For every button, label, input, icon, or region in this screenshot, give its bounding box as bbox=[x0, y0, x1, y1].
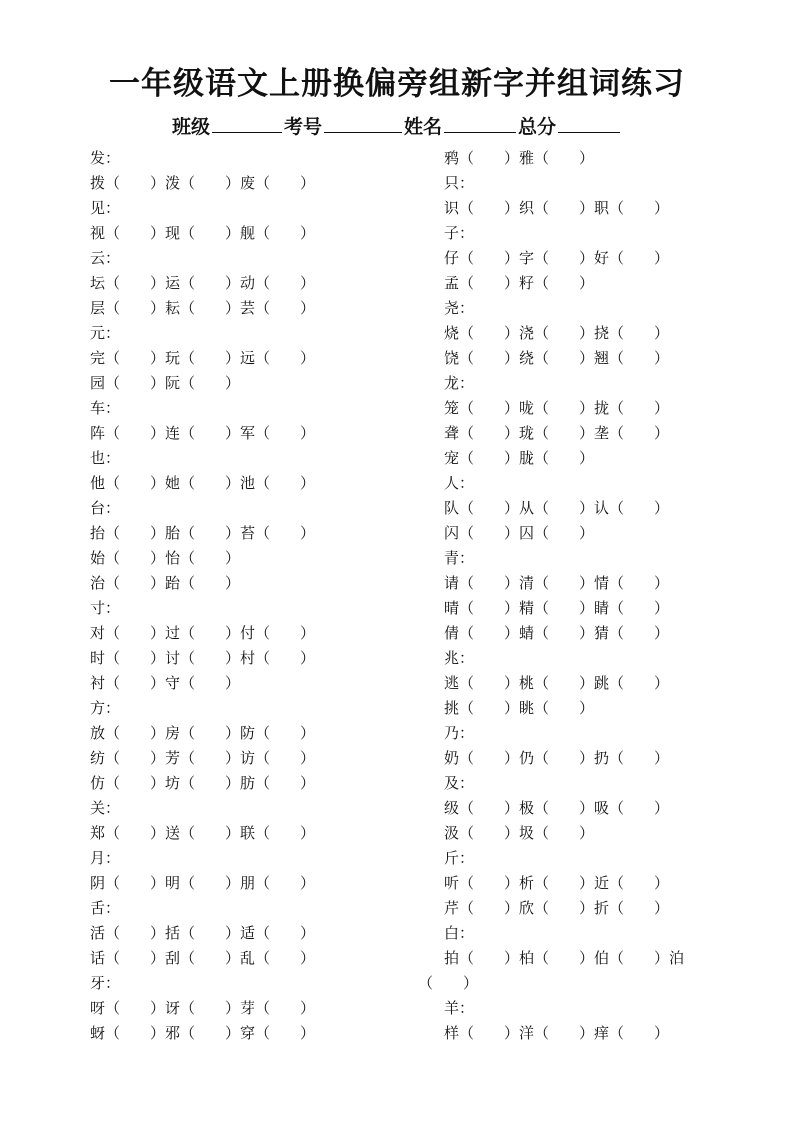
radical-stem-line: 人： bbox=[444, 474, 475, 492]
exercise-line[interactable]: 倩（ ）蜻（ ）猜（ ） bbox=[444, 624, 670, 642]
radical-stem-line: 也： bbox=[90, 449, 121, 467]
exercise-line[interactable]: 拍（ ）柏（ ）伯（ ）泊 bbox=[444, 949, 685, 967]
radical-stem-line: 云： bbox=[90, 249, 121, 267]
exercise-line[interactable]: 宠（ ）胧（ ） bbox=[444, 449, 595, 467]
radical-stem-line: 龙： bbox=[444, 374, 475, 392]
exercise-line[interactable]: 阵（ ）连（ ）军（ ） bbox=[90, 424, 316, 442]
radical-stem-line: 白： bbox=[444, 924, 475, 942]
radical-stem-line: 牙： bbox=[90, 974, 121, 992]
radical-stem-line: 兆： bbox=[444, 649, 475, 667]
exercise-line[interactable]: 饶（ ）绕（ ）翘（ ） bbox=[444, 349, 670, 367]
radical-stem-line: 方： bbox=[90, 699, 121, 717]
exercise-line[interactable]: 请（ ）清（ ）情（ ） bbox=[444, 574, 670, 592]
exam-no-label: 考号 bbox=[283, 116, 322, 138]
exercise-line[interactable]: 活（ ）括（ ）适（ ） bbox=[90, 924, 316, 942]
radical-stem-line: 羊： bbox=[444, 999, 475, 1017]
exercise-line[interactable]: 闪（ ）囚（ ） bbox=[444, 524, 595, 542]
radical-stem-line: 元： bbox=[90, 324, 121, 342]
exercise-line[interactable]: 识（ ）织（ ）职（ ） bbox=[444, 199, 670, 217]
exercise-line[interactable]: （ ） bbox=[418, 974, 479, 992]
exercise-line[interactable]: 烧（ ）浇（ ）挠（ ） bbox=[444, 324, 670, 342]
radical-stem-line: 发： bbox=[90, 149, 121, 167]
page-title: 一年级语文上册换偏旁组新字并组词练习 bbox=[109, 66, 685, 102]
exercise-line[interactable]: 孟（ ）籽（ ） bbox=[444, 274, 595, 292]
exercise-line[interactable]: 视（ ）现（ ）舰（ ） bbox=[90, 224, 316, 242]
radical-stem-line: 寸： bbox=[90, 599, 121, 617]
exercise-line[interactable]: 听（ ）析（ ）近（ ） bbox=[444, 874, 670, 892]
exercise-line[interactable]: 级（ ）极（ ）吸（ ） bbox=[444, 799, 670, 817]
score-blank[interactable] bbox=[558, 114, 620, 133]
exercise-line[interactable]: 鸦（ ）雅（ ） bbox=[444, 149, 595, 167]
exercise-line[interactable]: 时（ ）讨（ ）村（ ） bbox=[90, 649, 316, 667]
exercise-line[interactable]: 仿（ ）坊（ ）肪（ ） bbox=[90, 774, 316, 792]
exercise-line[interactable]: 晴（ ）精（ ）睛（ ） bbox=[444, 599, 670, 617]
exercise-line[interactable]: 抬（ ）胎（ ）苔（ ） bbox=[90, 524, 316, 542]
name-blank[interactable] bbox=[444, 114, 516, 133]
exercise-line[interactable]: 仔（ ）字（ ）好（ ） bbox=[444, 249, 670, 267]
score-label: 总分 bbox=[518, 116, 557, 138]
exercise-line[interactable]: 拨（ ）泼（ ）废（ ） bbox=[90, 174, 316, 192]
exercise-line[interactable]: 聋（ ）珑（ ）垄（ ） bbox=[444, 424, 670, 442]
exercise-line[interactable]: 纺（ ）芳（ ）访（ ） bbox=[90, 749, 316, 767]
exercise-line[interactable]: 放（ ）房（ ）防（ ） bbox=[90, 724, 316, 742]
radical-stem-line: 关： bbox=[90, 799, 121, 817]
radical-stem-line: 舌： bbox=[90, 899, 121, 917]
exercise-line[interactable]: 坛（ ）运（ ）动（ ） bbox=[90, 274, 316, 292]
class-blank[interactable] bbox=[212, 114, 282, 133]
student-info-line bbox=[0, 112, 794, 139]
exercise-line[interactable]: 治（ ）跆（ ） bbox=[90, 574, 241, 592]
exercise-line[interactable]: 完（ ）玩（ ）远（ ） bbox=[90, 349, 316, 367]
radical-stem-line: 月： bbox=[90, 849, 121, 867]
class-label: 班级 bbox=[171, 116, 210, 138]
exercise-line[interactable]: 始（ ）怡（ ） bbox=[90, 549, 241, 567]
exercise-line[interactable]: 奶（ ）仍（ ）扔（ ） bbox=[444, 749, 670, 767]
exercise-line[interactable]: 郑（ ）送（ ）联（ ） bbox=[90, 824, 316, 842]
exercise-line[interactable]: 他（ ）她（ ）池（ ） bbox=[90, 474, 316, 492]
exercise-line[interactable]: 样（ ）洋（ ）痒（ ） bbox=[444, 1024, 670, 1042]
exercise-line[interactable]: 汲（ ）圾（ ） bbox=[444, 824, 595, 842]
radical-stem-line: 乃： bbox=[444, 724, 475, 742]
radical-stem-line: 只： bbox=[444, 174, 475, 192]
radical-stem-line: 及： bbox=[444, 774, 475, 792]
exercise-line[interactable]: 蚜（ ）邪（ ）穿（ ） bbox=[90, 1024, 316, 1042]
radical-stem-line: 子： bbox=[444, 224, 475, 242]
exercise-line[interactable]: 话（ ）刮（ ）乱（ ） bbox=[90, 949, 316, 967]
exam-no-blank[interactable] bbox=[324, 114, 402, 133]
radical-stem-line: 见： bbox=[90, 199, 121, 217]
exercise-line[interactable]: 呀（ ）讶（ ）芽（ ） bbox=[90, 999, 316, 1017]
radical-stem-line: 斤： bbox=[444, 849, 475, 867]
exercise-line[interactable]: 层（ ）耘（ ）芸（ ） bbox=[90, 299, 316, 317]
exercise-line[interactable]: 逃（ ）桃（ ）跳（ ） bbox=[444, 674, 670, 692]
radical-stem-line: 台： bbox=[90, 499, 121, 517]
exercise-line[interactable]: 衬（ ）守（ ） bbox=[90, 674, 241, 692]
right-exercise-column bbox=[418, 146, 744, 1046]
radical-stem-line: 车： bbox=[90, 399, 121, 417]
exercise-line[interactable]: 芹（ ）欣（ ）折（ ） bbox=[444, 899, 670, 917]
radical-stem-line: 尧： bbox=[444, 299, 475, 317]
exercise-line[interactable]: 笼（ ）咙（ ）拢（ ） bbox=[444, 399, 670, 417]
exercise-line[interactable]: 园（ ）阮（ ） bbox=[90, 374, 241, 392]
exercise-line[interactable]: 挑（ ）眺（ ） bbox=[444, 699, 595, 717]
exercise-line[interactable]: 阴（ ）明（ ）朋（ ） bbox=[90, 874, 316, 892]
name-label: 姓名 bbox=[404, 116, 443, 138]
left-exercise-column bbox=[90, 146, 410, 1046]
exercise-line[interactable]: 对（ ）过（ ）付（ ） bbox=[90, 624, 316, 642]
exercise-line[interactable]: 队（ ）从（ ）认（ ） bbox=[444, 499, 670, 517]
radical-stem-line: 青： bbox=[444, 549, 475, 567]
